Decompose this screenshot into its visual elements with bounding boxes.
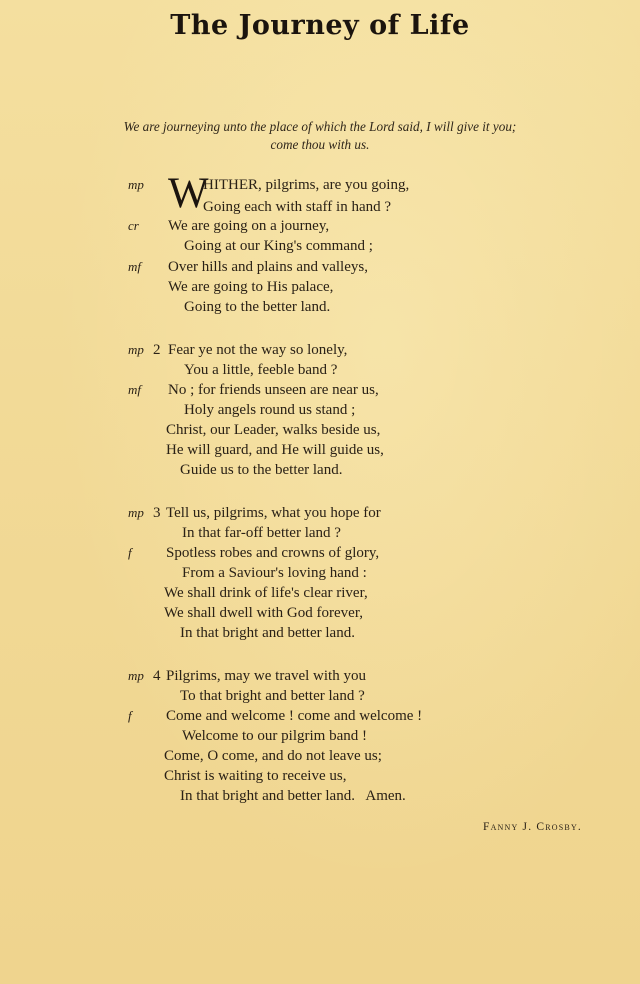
dynamic-marking: mp	[128, 177, 144, 192]
verse-text: We are going to His palace,	[168, 279, 334, 295]
stanza-number: 3	[153, 505, 161, 521]
dynamic-marking: mf	[128, 382, 141, 397]
verse-text: HITHER, pilgrims, are you going,	[203, 177, 410, 193]
verse-text: Tell us, pilgrims, what you hope for	[166, 505, 381, 521]
verse-text: Come, O come, and do not leave us;	[164, 748, 382, 764]
dynamic-marking: f	[128, 708, 132, 723]
dynamic-marking: mp	[128, 342, 144, 357]
verse-text: Holy angels round us stand ;	[184, 402, 356, 418]
epigraph-line-2: come thou with us.	[270, 137, 370, 152]
verse-text: Going at our King's command ;	[184, 238, 373, 254]
epigraph-line-1: We are journeying unto the place of which the Lord said, I will give it you;	[123, 119, 517, 134]
dynamic-marking: f	[128, 545, 132, 560]
verse-text: We shall drink of life's clear river,	[164, 585, 368, 601]
verse-text: In that bright and better land. Amen.	[180, 788, 406, 804]
dynamic-marking: cr	[128, 218, 139, 233]
verse-text: Pilgrims, may we travel with you	[166, 668, 366, 684]
verse-text: Over hills and plains and valleys,	[168, 259, 368, 275]
dynamic-marking: mf	[128, 259, 141, 274]
verse-text: To that bright and better land ?	[180, 688, 365, 704]
stanza-number: 2	[153, 342, 161, 358]
verse-text: You a little, feeble band ?	[184, 362, 338, 378]
author-credit: Fanny J. Crosby.	[482, 821, 582, 833]
drop-cap-letter: W	[168, 170, 209, 217]
verse-text: Come and welcome ! come and welcome !	[166, 708, 423, 724]
verse-text: From a Saviour's loving hand :	[182, 565, 367, 581]
verse-text: He will guard, and He will guide us,	[166, 442, 384, 458]
verse-text: Christ, our Leader, walks beside us,	[166, 422, 381, 438]
verse-text: We are going on a journey,	[168, 218, 330, 234]
verse-text: No ; for friends unseen are near us,	[168, 382, 379, 398]
verse-text: We shall dwell with God forever,	[164, 605, 363, 621]
verse-text: Welcome to our pilgrim band !	[182, 728, 367, 744]
hymn-title: The Journey of Life	[170, 10, 470, 41]
dynamic-marking: mp	[128, 505, 144, 520]
verse-text: Going each with staff in hand ?	[203, 199, 392, 215]
verse-text: Fear ye not the way so lonely,	[168, 342, 348, 358]
verse-text: Spotless robes and crowns of glory,	[166, 545, 380, 561]
verse-text: In that bright and better land.	[180, 625, 355, 641]
verse-text: Guide us to the better land.	[180, 462, 343, 478]
stanza-number: 4	[153, 668, 161, 684]
epigraph	[40, 118, 600, 154]
verse-text: In that far-off better land ?	[182, 525, 341, 541]
verse-text: Going to the better land.	[184, 299, 331, 315]
verse-text: Christ is waiting to receive us,	[164, 768, 347, 784]
dynamic-marking: mp	[128, 668, 144, 683]
